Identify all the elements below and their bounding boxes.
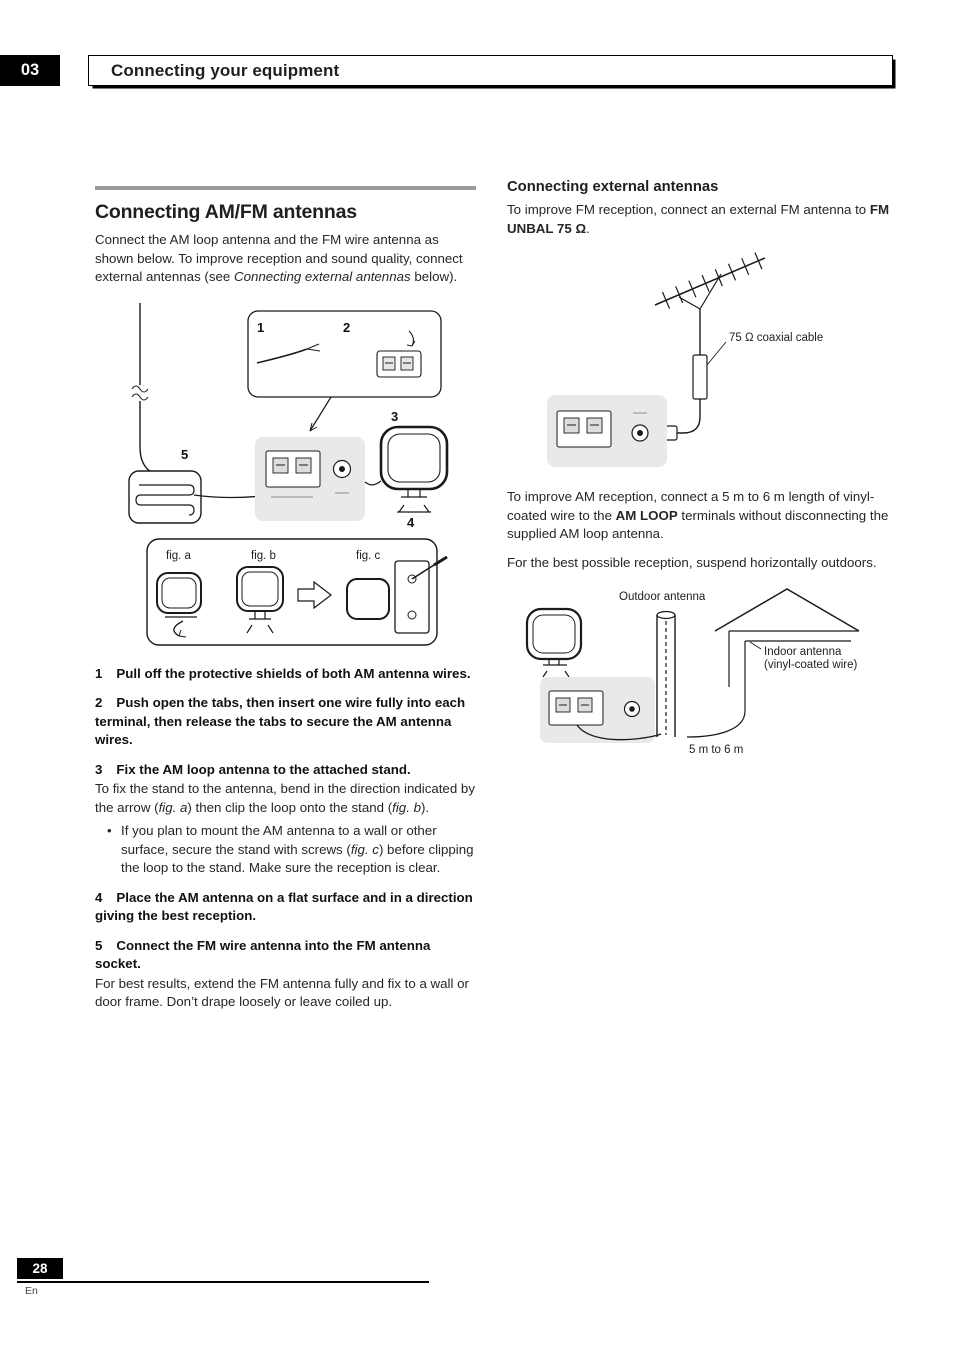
fig-c-label: fig. c: [356, 549, 381, 562]
intro-text-2: below).: [410, 269, 458, 284]
step-3-number: 3: [95, 761, 103, 777]
wire-length-label: 5 m to 6 m: [689, 744, 744, 756]
indoor-antenna-label-line1: Indoor antenna: [764, 646, 842, 658]
indoor-antenna-label-line2: (vinyl-coated wire): [764, 659, 858, 671]
p2-text-2: terminals without disconnecting the supplied AM loop antenna.: [507, 507, 889, 541]
step-3-bullet-text: [121, 822, 476, 878]
diagram-callout-1: 1: [257, 319, 265, 335]
fm-unbal-ref: FM UNBAL 75 Ω: [507, 202, 890, 236]
outdoor-antenna-label: Outdoor antenna: [619, 591, 706, 603]
p1-text-2: .: [586, 220, 590, 236]
step-1-text: Pull off the protective shields of both AM antenna wires.: [116, 665, 471, 681]
fig-c-ref: fig. c: [350, 841, 379, 857]
step-4-number: 4: [95, 889, 103, 905]
outdoor-fm-antenna-drawing: [655, 253, 765, 310]
am-loop-ref: AM LOOP: [615, 507, 678, 523]
fig-box-drawing: [147, 539, 447, 645]
step-2-title: [95, 694, 476, 750]
step-4-text: Place the AM antenna on a flat surface and in a direction giving the best reception.: [95, 889, 473, 923]
step-2-text: Push open the tabs, then insert one wire fully into each terminal, then release the tabs to secure the AM antenna wires.: [95, 695, 466, 747]
step-1-number: 1: [95, 665, 103, 681]
p2-text-1: To improve AM reception, connect a 5 m to 6 m length of vinyl-coated wire to the: [507, 489, 875, 523]
receiver-rear-panel-drawing: [547, 395, 667, 467]
section-title-external-antennas: Connecting external antennas: [507, 179, 719, 195]
coaxial-cable-label: 75 Ω coaxial cable: [729, 332, 824, 344]
step-5-body: For best results, extend the FM antenna fully and fix to a wall or door frame. Don’t drape loosely or leave coiled up.: [95, 975, 469, 1009]
fig-a-ref: fig. a: [158, 799, 188, 815]
step-5-number: 5: [95, 937, 103, 953]
diagram-am-outdoor-indoor: [507, 585, 893, 767]
receiver-rear-panel-drawing: [255, 437, 365, 521]
step-2-number: 2: [95, 695, 103, 710]
bullet-text-2: ) before clipping the loop to the stand. Make sure the reception is clear.: [121, 841, 474, 875]
fig-b-ref: fig. b: [392, 799, 421, 815]
footer-rule: [17, 1281, 429, 1283]
external-fm-diagram-container: [507, 247, 893, 480]
left-column: [95, 186, 476, 1012]
bullet-text-1: If you plan to mount the AM antenna to a wall or other surface, secure the stand with screws (: [121, 823, 437, 857]
diagram-am-fm-setup: [95, 299, 476, 649]
am-reception-paragraph: [507, 488, 893, 544]
diagram-callout-5: 5: [181, 446, 189, 462]
diagram-callout-3: 3: [391, 408, 399, 424]
bullet-marker: •: [107, 823, 112, 838]
page-number-badge: 28: [17, 1258, 63, 1279]
am-fm-diagram-container: [95, 299, 476, 654]
section-divider-bar: [95, 186, 476, 190]
receiver-rear-panel-drawing: [540, 677, 655, 743]
step-1-title: [95, 665, 476, 684]
page-language-label: En: [25, 1285, 38, 1297]
step-3-body-2: ) then clip the loop onto the stand (: [187, 799, 393, 815]
step-3-title: [95, 761, 476, 780]
intro-text-1: Connect the AM loop antenna and the FM wire antenna as shown below. To improve reception and sound quality, connect external antennas (see: [95, 232, 463, 284]
intro-paragraph: [95, 231, 476, 287]
am-loop-antenna-drawing: [365, 427, 447, 512]
step-3-body-1: To fix the stand to the antenna, bend in the direction indicated by the arrow (: [95, 781, 475, 815]
step-5-text: Connect the FM wire antenna into the FM antenna socket.: [95, 937, 431, 971]
diagram-callout-2: 2: [343, 319, 351, 335]
step-3-bullet: [95, 822, 476, 878]
chapter-number-badge: 03: [0, 55, 60, 86]
section-title-am-fm: Connecting AM/FM antennas: [95, 201, 357, 223]
step-5-title: [95, 937, 476, 974]
step-3-body-3: ).: [420, 799, 430, 815]
fig-b-label: fig. b: [251, 549, 276, 562]
best-reception-paragraph: For the best possible reception, suspend horizontally outdoors.: [507, 554, 877, 570]
fig-a-label: fig. a: [166, 549, 191, 562]
pointer-arrow: [310, 397, 331, 431]
right-column: [507, 179, 893, 772]
step-3-text: Fix the AM loop antenna to the attached stand.: [116, 761, 411, 777]
chapter-title: Connecting your equipment: [111, 60, 340, 80]
diagram-callout-4: 4: [407, 514, 415, 530]
intro-italic-ref: Connecting external antennas: [233, 269, 411, 284]
step-3-body: [95, 780, 476, 817]
step-4-title: [95, 889, 476, 926]
chapter-title-box: [88, 55, 893, 86]
outdoor-indoor-diagram-container: [507, 585, 893, 772]
p1-text-1: To improve FM reception, connect an external FM antenna to: [507, 202, 870, 217]
diagram-external-fm-antenna: [507, 247, 893, 475]
external-fm-paragraph: [507, 201, 893, 238]
pole-drawing: [657, 612, 675, 738]
am-loop-antenna-drawing: [527, 609, 581, 677]
